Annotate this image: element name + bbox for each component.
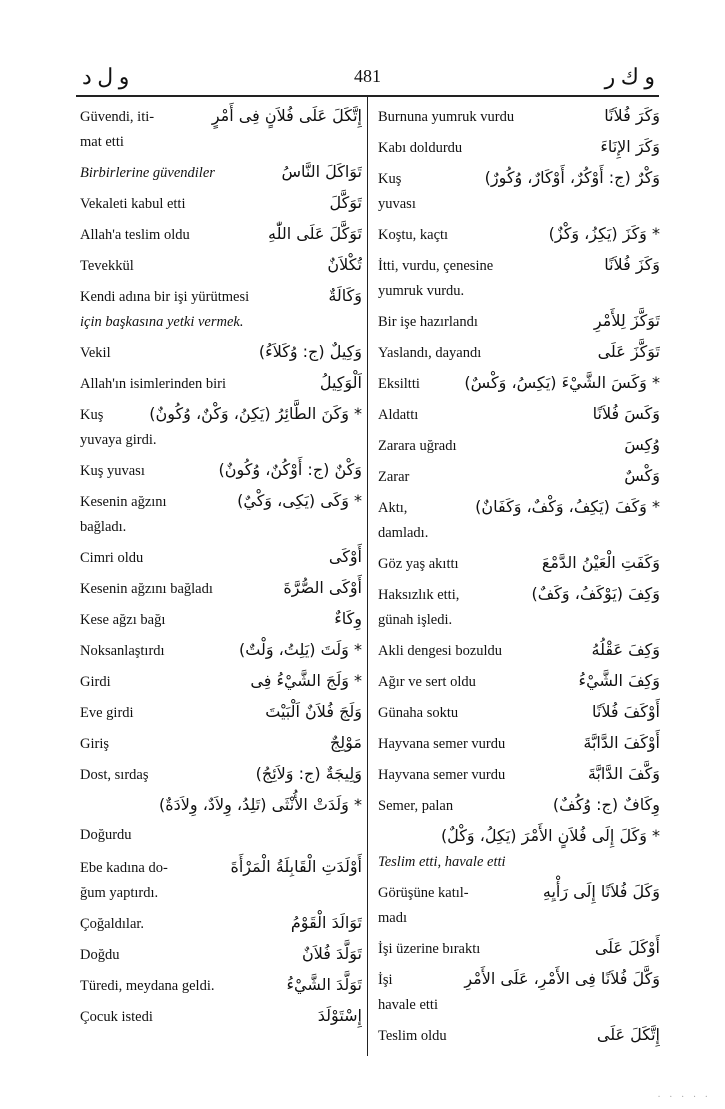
dictionary-entry bbox=[80, 156, 362, 187]
dictionary-entry bbox=[80, 634, 362, 665]
arabic-headword: إِسْتَوْلَدَ bbox=[317, 1006, 362, 1025]
meaning-continuation: Teslim etti, havale etti bbox=[378, 854, 506, 870]
turkish-meaning: Türedi, meydana geldi. bbox=[80, 978, 215, 994]
dictionary-entry bbox=[80, 541, 362, 572]
arabic-headword: * وَلَجَ الشَّيْءُ فِى bbox=[250, 671, 362, 690]
meaning-continuation: yuvaya girdi. bbox=[80, 432, 157, 448]
dictionary-entry bbox=[80, 187, 362, 218]
meaning-continuation: bağladı. bbox=[80, 519, 127, 535]
entry-line bbox=[378, 491, 660, 522]
dictionary-entry bbox=[80, 100, 362, 156]
turkish-meaning: Giriş bbox=[80, 736, 109, 752]
entry-line bbox=[378, 932, 660, 963]
entry-line bbox=[80, 1000, 362, 1031]
dictionary-entry bbox=[378, 131, 660, 162]
dictionary-entry bbox=[378, 578, 660, 634]
entry-line bbox=[378, 758, 660, 789]
turkish-meaning: Zarara uğradı bbox=[378, 438, 457, 454]
arabic-headword: وَكَالَةٌ bbox=[328, 286, 362, 305]
meaning-continuation: ğum yaptırdı. bbox=[80, 885, 159, 901]
entry-line bbox=[378, 820, 660, 851]
arabic-headword: تَوَاكَلَ النَّاسُ bbox=[281, 162, 362, 181]
entry-line bbox=[80, 603, 362, 634]
arabic-headword: وَكْسٌ bbox=[624, 466, 660, 485]
turkish-meaning: Yaslandı, dayandı bbox=[378, 345, 482, 361]
turkish-meaning: Aldattı bbox=[378, 407, 419, 423]
turkish-meaning: Kendi adına bir işi yürütmesi bbox=[80, 289, 250, 305]
arabic-headword: تُكْلاَنٌ bbox=[327, 255, 362, 274]
entry-line bbox=[80, 969, 362, 1000]
dictionary-entry bbox=[80, 969, 362, 1000]
turkish-meaning: Kabı doldurdu bbox=[378, 140, 463, 156]
dictionary-entry bbox=[80, 665, 362, 696]
entry-line bbox=[378, 460, 660, 491]
arabic-headword: * وَكَزَ (يَكِزُ، وَكْزٌ) bbox=[548, 224, 660, 243]
entry-line bbox=[378, 336, 660, 367]
turkish-meaning: Burnuna yumruk vurdu bbox=[378, 109, 515, 125]
entry-line bbox=[378, 398, 660, 429]
entry-line bbox=[378, 429, 660, 460]
arabic-headword: وَكِفَ الشَّيْءُ bbox=[578, 671, 660, 690]
arabic-headword: وَكَسَ فُلاَنًا bbox=[592, 404, 660, 423]
turkish-meaning: Allah'a teslim oldu bbox=[80, 227, 190, 243]
entry-line bbox=[80, 454, 362, 485]
entry-line bbox=[80, 336, 362, 367]
arabic-headword: وِكَافٌ (ج: وُكُفٌ) bbox=[552, 795, 660, 814]
turkish-meaning: Semer, palan bbox=[378, 798, 454, 814]
dictionary-entry bbox=[378, 665, 660, 696]
arabic-headword: تَوَكَّزَ عَلَى bbox=[597, 342, 660, 361]
arabic-headword: تَوَكَّلَ عَلَى اللّٰهِ bbox=[268, 224, 362, 243]
turkish-meaning: Günaha soktu bbox=[378, 705, 459, 721]
dictionary-entry bbox=[80, 696, 362, 727]
entry-line bbox=[378, 249, 660, 280]
turkish-meaning: Kese ağzı bağı bbox=[80, 612, 166, 628]
turkish-meaning: Allah'ın isimlerinden biri bbox=[80, 376, 226, 392]
arabic-headword: أَوْكَى bbox=[328, 547, 362, 566]
meaning-continuation: mat etti bbox=[80, 134, 124, 150]
meaning-continuation: damladı. bbox=[378, 525, 429, 541]
dictionary-entry bbox=[80, 603, 362, 634]
dictionary-entry bbox=[80, 485, 362, 541]
turkish-meaning: İşi üzerine bıraktı bbox=[378, 941, 481, 957]
arabic-headword: تَوَالَدَ الْقَوْمُ bbox=[290, 913, 362, 932]
dictionary-entry bbox=[378, 758, 660, 789]
turkish-meaning: Vekaleti kabul etti bbox=[80, 196, 186, 212]
dictionary-entry bbox=[378, 460, 660, 491]
arabic-headword: تَوَكَّزَ لِلأَمْرِ bbox=[593, 311, 660, 330]
dictionary-entry bbox=[378, 491, 660, 547]
arabic-headword: * وَلَتَ (يَلِتُ، وَلْتٌ) bbox=[239, 640, 362, 659]
dictionary-entry bbox=[378, 305, 660, 336]
dictionary-entry bbox=[80, 454, 362, 485]
entry-line bbox=[378, 634, 660, 665]
dictionary-entry bbox=[378, 218, 660, 249]
arabic-headword: أَوْكَفَ فُلاَنًا bbox=[592, 702, 660, 721]
entry-line bbox=[80, 572, 362, 603]
turkish-meaning: Zarar bbox=[378, 469, 410, 485]
dictionary-entry bbox=[80, 789, 362, 820]
turkish-meaning: İşi bbox=[378, 972, 393, 988]
turkish-meaning: Göz yaş akıttı bbox=[378, 556, 459, 572]
meaning-continuation: günah işledi. bbox=[378, 612, 453, 628]
footer-marks: · · · · · bbox=[657, 1092, 711, 1103]
turkish-meaning: Ağır ve sert oldu bbox=[378, 674, 476, 690]
dictionary-entry bbox=[80, 1000, 362, 1031]
turkish-meaning: Güvendi, iti- bbox=[80, 109, 155, 125]
dictionary-entry bbox=[378, 963, 660, 1019]
dictionary-entry bbox=[378, 100, 660, 131]
turkish-meaning: Çoğaldılar. bbox=[80, 916, 145, 932]
turkish-meaning: Eksiltti bbox=[378, 376, 420, 392]
dictionary-entry bbox=[378, 696, 660, 727]
dictionary-entry bbox=[80, 572, 362, 603]
turkish-meaning: Ebe kadına do- bbox=[80, 860, 168, 876]
entry-line bbox=[80, 249, 362, 280]
turkish-meaning: Girdi bbox=[80, 674, 111, 690]
arabic-headword: * وَكَسَ الشَّيْءَ (يَكِسُ، وَكْسٌ) bbox=[464, 373, 660, 392]
dictionary-entry bbox=[80, 398, 362, 454]
header-root-letters-left: و ل د bbox=[82, 64, 130, 89]
entry-line bbox=[378, 1019, 660, 1050]
entry-line bbox=[80, 820, 362, 851]
turkish-meaning: İtti, vurdu, çenesine bbox=[378, 258, 494, 274]
entry-line bbox=[80, 100, 362, 131]
dictionary-entry bbox=[80, 938, 362, 969]
entry-line bbox=[378, 367, 660, 398]
dictionary-entry bbox=[378, 727, 660, 758]
dictionary-entry bbox=[378, 367, 660, 398]
entry-line bbox=[378, 665, 660, 696]
turkish-meaning: Görüşüne katıl- bbox=[378, 885, 469, 901]
arabic-headword: وَكِفَ (يَوْكَفُ، وَكَفٌ) bbox=[531, 584, 660, 603]
entry-line bbox=[80, 938, 362, 969]
arabic-headword: * وَلَدَتْ الأُنْثَى (تَلِدُ، وِلاَدٌ، وِلاَدَةٌ) bbox=[159, 795, 362, 814]
dictionary-entry bbox=[80, 280, 362, 336]
arabic-headword: وَكَرَ الإِنَاءَ bbox=[600, 137, 660, 156]
dictionary-entry bbox=[80, 851, 362, 907]
turkish-meaning: Birbirlerine güvendiler bbox=[80, 165, 215, 181]
turkish-meaning: Doğurdu bbox=[80, 827, 132, 843]
entry-line bbox=[80, 485, 362, 516]
turkish-meaning: Kuş yuvası bbox=[80, 463, 145, 479]
arabic-headword: وَكَرَ فُلاَنًا bbox=[604, 106, 660, 125]
entry-line bbox=[378, 789, 660, 820]
arabic-headword: وَكِفَ عَقْلُهُ bbox=[591, 640, 660, 659]
entry-line bbox=[80, 789, 362, 820]
entry-line bbox=[80, 696, 362, 727]
arabic-headword: أَوْلَدَتِ الْقَابِلَةُ الْمَرْأَةَ bbox=[230, 857, 362, 876]
entry-line bbox=[378, 162, 660, 193]
turkish-meaning: Kesenin ağzını bağladı bbox=[80, 581, 213, 597]
turkish-meaning: Çocuk istedi bbox=[80, 1009, 153, 1025]
turkish-meaning: Kuş bbox=[80, 407, 104, 423]
entry-line bbox=[80, 851, 362, 882]
arabic-headword: تَوَكَّلَ bbox=[329, 193, 362, 212]
entry-line bbox=[378, 100, 660, 131]
entry-line bbox=[378, 963, 660, 994]
entry-line bbox=[378, 547, 660, 578]
arabic-headword: وَكَّفَ الدَّابَّةَ bbox=[587, 764, 660, 783]
arabic-headword: وَلَجَ فُلاَنٌ اَلْبَيْتَ bbox=[265, 702, 362, 721]
entry-line bbox=[80, 727, 362, 758]
dictionary-entry bbox=[378, 249, 660, 305]
turkish-meaning: Kuş bbox=[378, 171, 402, 187]
page-header bbox=[76, 62, 659, 96]
column-divider bbox=[367, 96, 368, 1056]
dictionary-entry bbox=[378, 789, 660, 820]
entry-line bbox=[378, 876, 660, 907]
arabic-headword: وِكَاءٌ bbox=[334, 609, 362, 628]
entry-line bbox=[80, 156, 362, 187]
turkish-meaning: Bir işe hazırlandı bbox=[378, 314, 478, 330]
turkish-meaning: Doğdu bbox=[80, 947, 120, 963]
dictionary-entry bbox=[80, 907, 362, 938]
entry-line bbox=[80, 218, 362, 249]
dictionary-entry bbox=[378, 398, 660, 429]
arabic-headword: أَوْكَى الصُّرَّةَ bbox=[283, 578, 362, 597]
dictionary-entry bbox=[378, 547, 660, 578]
meaning-continuation: yumruk vurdu. bbox=[378, 283, 465, 299]
dictionary-entry bbox=[378, 162, 660, 218]
arabic-headword: إِتَّكَلَ عَلَى bbox=[596, 1025, 660, 1044]
dictionary-entry bbox=[378, 429, 660, 460]
entry-line bbox=[80, 367, 362, 398]
dictionary-entry bbox=[80, 249, 362, 280]
page-number: 481 bbox=[354, 66, 381, 86]
arabic-headword: مَوْلِجٌ bbox=[329, 733, 362, 752]
meaning-continuation: havale etti bbox=[378, 997, 438, 1013]
turkish-meaning: Haksızlık etti, bbox=[378, 587, 460, 603]
entry-line bbox=[378, 696, 660, 727]
turkish-meaning: Koştu, kaçtı bbox=[378, 227, 449, 243]
left-column bbox=[80, 100, 362, 1060]
entry-line bbox=[378, 131, 660, 162]
dictionary-entry bbox=[80, 727, 362, 758]
turkish-meaning: Dost, sırdaş bbox=[80, 767, 149, 783]
arabic-headword: وَكَزَ فُلاَنًا bbox=[604, 255, 660, 274]
turkish-meaning: Vekil bbox=[80, 345, 111, 361]
arabic-headword: تَوَلَّدَ فُلاَنٌ bbox=[301, 944, 362, 963]
turkish-meaning: Hayvana semer vurdu bbox=[378, 767, 506, 783]
entry-line bbox=[80, 665, 362, 696]
right-column bbox=[378, 100, 660, 1060]
arabic-headword: وَلِيجَةٌ (ج: وَلاَئِجُ) bbox=[255, 764, 362, 783]
entry-line bbox=[80, 398, 362, 429]
entry-line bbox=[80, 187, 362, 218]
arabic-headword: تَوَلَّدَ الشَّيْءُ bbox=[286, 975, 362, 994]
arabic-headword: إِتَّكَلَ عَلَى فُلاَنٍ فِى أَمْرٍ bbox=[211, 106, 362, 125]
dictionary-entry bbox=[80, 218, 362, 249]
turkish-meaning: Tevekkül bbox=[80, 258, 134, 274]
entry-line bbox=[80, 907, 362, 938]
dictionary-entry bbox=[80, 758, 362, 789]
turkish-meaning: Hayvana semer vurdu bbox=[378, 736, 506, 752]
dictionary-entry bbox=[378, 932, 660, 963]
meaning-continuation: madı bbox=[378, 910, 407, 926]
arabic-headword: * وَكَى (يَكِى، وَكْيٌ) bbox=[237, 491, 362, 510]
arabic-headword: أَوْكَلَ عَلَى bbox=[594, 938, 660, 957]
arabic-headword: وَكَلَ فُلاَنًا إِلَى رَأْيِهِ bbox=[542, 882, 660, 901]
arabic-headword: * وَكَفَ (يَكِفُ، وَكْفٌ، وَكَفَانٌ) bbox=[475, 497, 660, 516]
arabic-headword: وَكْرٌ (ج: أَوْكُرٌ، أَوْكَارٌ، وُكُورٌ) bbox=[484, 168, 660, 187]
arabic-headword: اَلْوَكِيلُ bbox=[319, 373, 362, 392]
arabic-headword: وُكِسَ bbox=[624, 435, 660, 454]
turkish-meaning: Teslim oldu bbox=[378, 1028, 447, 1044]
entry-line bbox=[378, 305, 660, 336]
turkish-meaning: Kesenin ağzını bbox=[80, 494, 167, 510]
arabic-headword: وَكْنٌ (ج: أَوْكُنٌ، وُكُونٌ) bbox=[218, 460, 362, 479]
dictionary-entry bbox=[378, 820, 660, 876]
dictionary-entry bbox=[80, 367, 362, 398]
arabic-headword: وَكِيلٌ (ج: وُكَلاَءُ) bbox=[258, 342, 362, 361]
entry-line bbox=[378, 578, 660, 609]
dictionary-entry bbox=[80, 336, 362, 367]
arabic-headword: * وَكَنَ الطَّائِرُ (يَكِنُ، وَكْنٌ، وُكُونٌ) bbox=[149, 404, 362, 423]
entry-line bbox=[378, 218, 660, 249]
arabic-headword: وَكَّلَ فُلاَنًا فِى الأَمْرِ، عَلَى الأَمْرِ bbox=[464, 969, 660, 988]
meaning-continuation: için başkasına yetki vermek. bbox=[80, 314, 244, 330]
turkish-meaning: Eve girdi bbox=[80, 705, 134, 721]
arabic-headword: * وَكَلَ إِلَى فُلاَنٍ الأَمْرَ (يَكِلُ، وَكْلٌ) bbox=[440, 826, 660, 845]
entry-line bbox=[378, 727, 660, 758]
entry-line bbox=[80, 280, 362, 311]
dictionary-entry bbox=[378, 876, 660, 932]
turkish-meaning: Noksanlaştırdı bbox=[80, 643, 165, 659]
arabic-headword: وَكَفَتِ الْعَيْنُ الدَّمْعَ bbox=[541, 553, 660, 572]
turkish-meaning: Cimri oldu bbox=[80, 550, 144, 566]
dictionary-entry bbox=[378, 1019, 660, 1050]
turkish-meaning: Aktı, bbox=[378, 500, 408, 516]
entry-line bbox=[80, 634, 362, 665]
arabic-headword: أَوْكَفَ الدَّابَّةَ bbox=[583, 733, 660, 752]
dictionary-entry bbox=[378, 336, 660, 367]
entry-line bbox=[80, 541, 362, 572]
header-root-letters-right: و ك ر bbox=[604, 64, 655, 89]
meaning-continuation: yuvası bbox=[378, 196, 416, 212]
turkish-meaning: Akli dengesi bozuldu bbox=[378, 643, 503, 659]
dictionary-entry bbox=[378, 634, 660, 665]
entry-line bbox=[80, 758, 362, 789]
dictionary-entry bbox=[80, 820, 362, 851]
